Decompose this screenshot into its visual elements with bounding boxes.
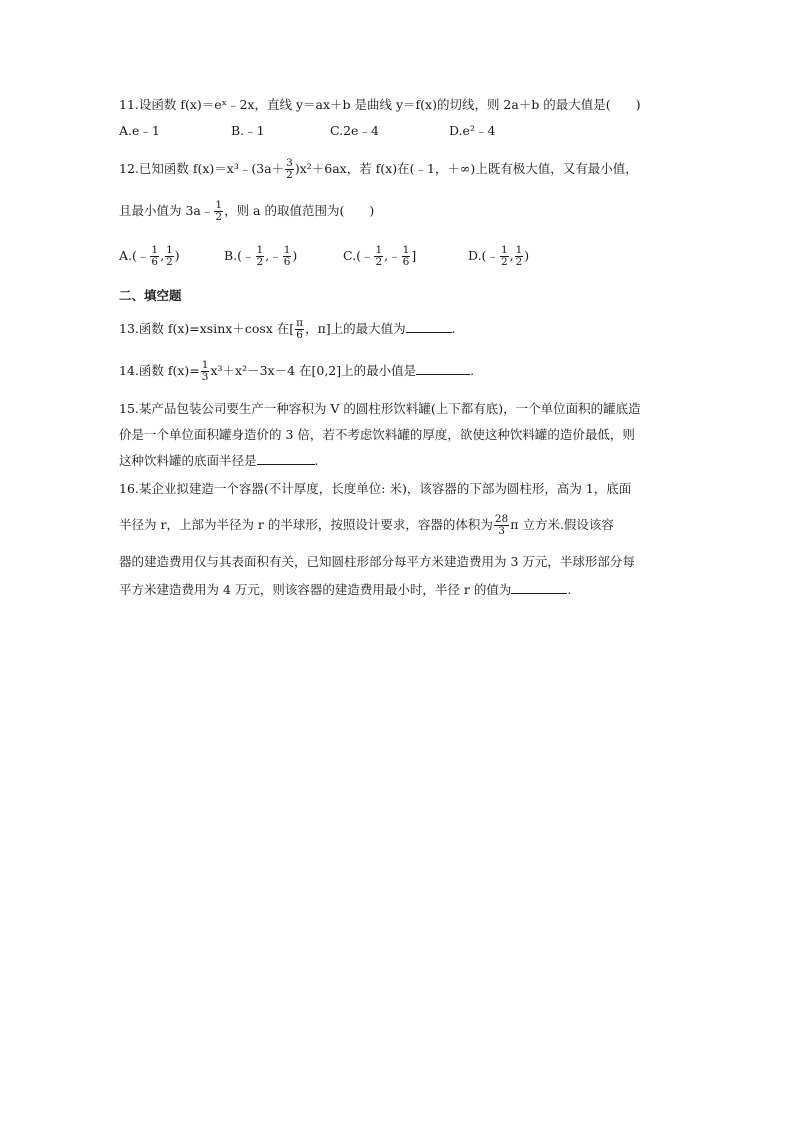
q14-fraction: [201, 360, 210, 383]
q16-line2-part-b: π 立方米.假设该容: [510, 517, 614, 532]
question-16-line-1: 16.某企业拟建造一个容器(不计厚度，长度单位: 米)，该容器的下部为圆柱形，高为 1，底面: [119, 481, 632, 496]
question-13: [119, 318, 456, 341]
question-15-line-2: 价是一个单位面积罐身造价的 3 倍，若不考虑饮料罐的厚度，欲使这种饮料罐的造价最低，则: [119, 427, 635, 442]
q12-line2-part-a: 且最小值为 3a﹣: [119, 203, 214, 218]
q13-frac-denominator: 6: [296, 329, 303, 341]
question-11-stem: [119, 95, 641, 115]
q12-c-suffix: ]: [411, 248, 417, 263]
q12-a-suffix: ): [174, 248, 180, 263]
q14-end: .: [470, 363, 475, 378]
q12-option-b: [224, 245, 297, 268]
question-12-stem: [119, 158, 638, 181]
q12-frac2-denominator: 2: [215, 211, 223, 223]
q12-d-d1: 2: [500, 256, 508, 268]
q13-end: .: [451, 321, 456, 336]
q15-end: .: [314, 453, 319, 468]
q12-a-prefix: A.(﹣: [119, 248, 150, 263]
q12-d-mid: ,: [509, 248, 514, 263]
q16-fraction: [494, 514, 509, 537]
q12-c-n2: 1: [402, 244, 410, 256]
q12-option-a: [119, 245, 180, 268]
q12-d-prefix: D.(﹣: [468, 248, 499, 263]
q12-fraction-2: [214, 200, 223, 223]
question-11-text: 11.设函数 f(x)＝eˣ﹣2x，直线 y＝ax＋b 是曲线 y＝f(x)的切线，则 2a＋b 的最大值是( ): [119, 97, 641, 112]
q13-fraction: [295, 318, 304, 341]
question-16-line-3: 器的建造费用仅与其表面积有关，已知圆柱形部分每平方米建造费用为 3 万元，半球形部分每: [119, 554, 635, 569]
q16-line2-part-a: 半径为 r，上部为半径为 r 的半球形，按照设计要求，容器的体积为: [119, 517, 493, 532]
q16-frac-numerator: 28: [494, 513, 509, 525]
q12-stem-part-b: )x²＋6ax，若 f(x)在(﹣1，＋∞)上既有极大值，又有最小值，: [294, 161, 638, 176]
q12-a-mid: ,: [160, 248, 165, 263]
q16-line4-text: 平方米建造费用为 4 万元，则该容器的建造费用最小时，半径 r 的值为: [119, 582, 512, 597]
q12-option-d: [468, 245, 529, 268]
q11-option-b: B.﹣1: [231, 123, 265, 138]
q13-part-b: ，π]上的最大值为: [305, 321, 406, 336]
q12-a-frac2: [165, 245, 174, 268]
q12-b-mid: ,﹣: [265, 248, 282, 263]
q12-b-prefix: B.(﹣: [224, 248, 255, 263]
question-14: [119, 360, 474, 383]
q12-line2-part-b: ，则 a 的取值范围为( ): [224, 203, 375, 218]
q12-d-n1: 1: [500, 244, 508, 256]
q12-b-frac2: [283, 245, 292, 268]
q12-d-n2: 1: [515, 244, 523, 256]
q12-c-mid: ,﹣: [384, 248, 401, 263]
question-16-line-2: [119, 514, 614, 537]
q11-option-d: D.e²﹣4: [449, 123, 496, 138]
q14-frac-denominator: 3: [201, 371, 209, 383]
question-15-line-3: [119, 451, 319, 471]
q16-answer-blank[interactable]: [511, 582, 567, 594]
q14-part-a: 14.函数 f(x)=: [119, 363, 200, 378]
q12-b-frac1: [256, 245, 265, 268]
q12-frac1-denominator: 2: [286, 169, 293, 181]
q12-fraction-1: [285, 158, 294, 181]
q12-c-n1: 1: [375, 244, 383, 256]
q12-a-n1: 1: [151, 244, 159, 256]
q12-a-d1: 6: [151, 256, 159, 268]
q11-option-a: A.e﹣1: [119, 123, 160, 138]
q11-option-c: C.2e﹣4: [330, 123, 379, 138]
q12-b-n2: 1: [283, 244, 291, 256]
q14-frac-numerator: 1: [201, 359, 209, 371]
q12-d-frac2: [515, 245, 524, 268]
q12-c-d1: 2: [375, 256, 383, 268]
q12-c-d2: 6: [402, 256, 410, 268]
q12-d-suffix: ): [524, 248, 530, 263]
q12-frac1-numerator: 3: [286, 157, 293, 169]
q13-part-a: 13.函数 f(x)=xsinx＋cosx 在[: [119, 321, 295, 336]
q12-b-suffix: ): [292, 248, 298, 263]
q12-c-prefix: C.(﹣: [343, 248, 374, 263]
q12-d-d2: 2: [515, 256, 523, 268]
q12-a-d2: 2: [166, 256, 173, 268]
q15-answer-blank[interactable]: [257, 453, 315, 465]
q12-b-d2: 6: [283, 256, 291, 268]
q12-stem-part-a: 12.已知函数 f(x)＝x³﹣(3a＋: [119, 161, 285, 176]
q14-answer-blank[interactable]: [416, 363, 470, 375]
q16-frac-denominator: 3: [498, 525, 505, 537]
q12-c-frac2: [402, 245, 411, 268]
q15-line3-text: 这种饮料罐的底面半径是: [119, 453, 257, 468]
q12-a-n2: 1: [166, 244, 173, 256]
q12-c-frac1: [374, 245, 383, 268]
q12-a-frac1: [150, 245, 159, 268]
q12-frac2-numerator: 1: [215, 199, 223, 211]
q16-end: .: [567, 582, 572, 597]
question-12-line-2: [119, 200, 374, 223]
question-15-line-1: 15.某产品包装公司要生产一种容积为 V 的圆柱形饮料罐(上下都有底)，一个单位面积的罐底造: [119, 401, 641, 416]
q14-part-b: x³＋x²－3x－4 在[0,2]上的最小值是: [210, 363, 417, 378]
q12-d-frac1: [500, 245, 509, 268]
q13-answer-blank[interactable]: [406, 321, 452, 333]
q13-frac-numerator: π: [296, 317, 304, 329]
question-16-line-4: [119, 580, 571, 600]
q12-b-d1: 2: [256, 256, 264, 268]
q12-option-c: [343, 245, 416, 268]
q12-b-n1: 1: [256, 244, 264, 256]
section-heading-fill-in: 二、填空题: [119, 288, 182, 303]
